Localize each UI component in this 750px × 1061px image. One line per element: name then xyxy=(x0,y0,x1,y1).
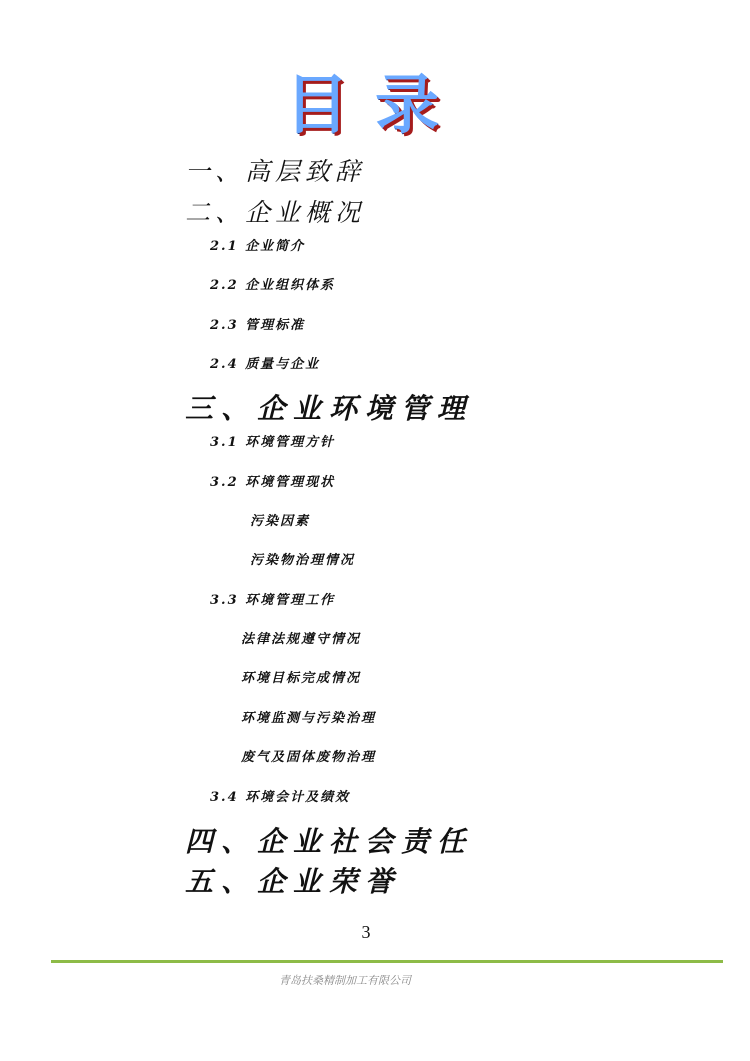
toc-entry-1[interactable]: 一、高层致辞 xyxy=(185,157,366,186)
toc-entry-2-2[interactable]: 2.2 企业组织体系 xyxy=(210,278,336,293)
toc-entry-3-2-b[interactable]: 污染物治理情况 xyxy=(250,553,356,568)
toc-entry-3-3-d[interactable]: 废气及固体废物治理 xyxy=(241,750,377,765)
toc-entry-2-3[interactable]: 2.3 管理标准 xyxy=(210,318,306,333)
toc-entry-3-3-b[interactable]: 环境目标完成情况 xyxy=(241,671,362,686)
toc-entry-3-2-a[interactable]: 污染因素 xyxy=(250,514,311,529)
toc-entry-2-4[interactable]: 2.4 质量与企业 xyxy=(210,357,321,372)
toc-entry-3-3-c[interactable]: 环境监测与污染治理 xyxy=(241,711,377,726)
toc-entry-3-3-a[interactable]: 法律法规遵守情况 xyxy=(241,632,362,647)
footer-company-name: 青岛扶桑精制加工有限公司 xyxy=(279,974,411,987)
toc-entry-3-2[interactable]: 3.2 环境管理现状 xyxy=(210,475,336,490)
page-number: 3 xyxy=(361,922,371,942)
toc-entry-3-4[interactable]: 3.4 环境会计及绩效 xyxy=(210,790,351,805)
toc-entry-3[interactable]: 三、企业环境管理 xyxy=(185,392,474,425)
toc-entry-2-1[interactable]: 2.1 企业简介 xyxy=(210,239,306,254)
toc-entry-3-1[interactable]: 3.1 环境管理方针 xyxy=(210,435,336,450)
toc-entry-3-3[interactable]: 3.3 环境管理工作 xyxy=(210,593,336,608)
footer-divider xyxy=(51,960,723,963)
page-title: 目录 xyxy=(285,69,465,143)
toc-entry-4[interactable]: 四、企业社会责任 xyxy=(185,825,474,858)
toc-entry-5[interactable]: 五、企业荣誉 xyxy=(185,865,402,898)
toc-entry-2[interactable]: 二、企业概况 xyxy=(185,198,366,227)
